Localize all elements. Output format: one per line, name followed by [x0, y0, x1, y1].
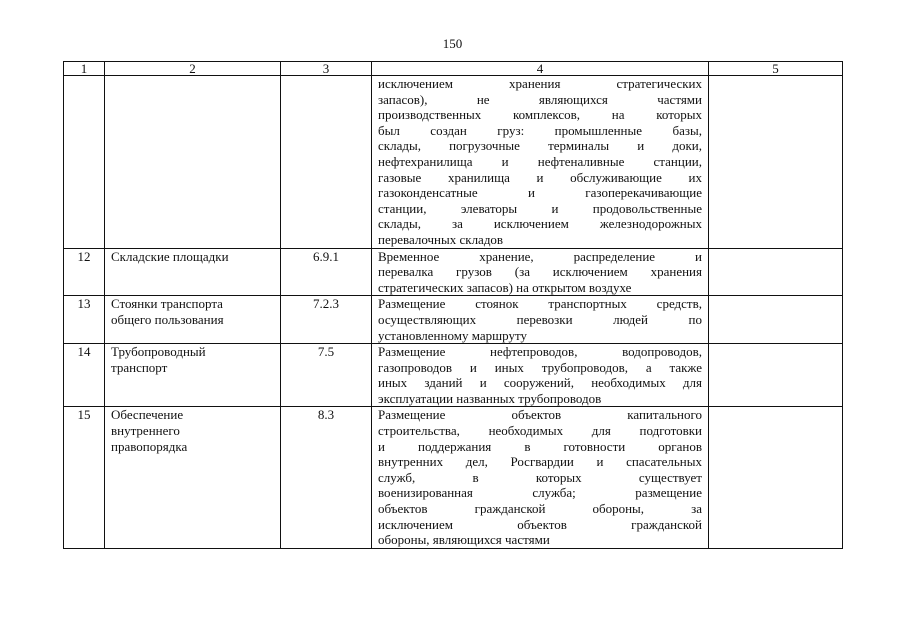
description-line: Временное хранение, распределение и — [378, 248, 702, 264]
description-cell — [372, 248, 709, 296]
note-cell — [709, 344, 843, 407]
description-line: нефтехранилища и нефтеналивные станции, — [378, 153, 702, 169]
description-cell — [372, 296, 709, 344]
description-cell — [372, 76, 709, 249]
note-cell — [709, 76, 843, 249]
description-line: запасов), не являющихся частями — [378, 91, 702, 107]
description-line: станции, элеваторы и продовольственные — [378, 200, 702, 216]
description-line: обороны, являющихся частями — [378, 532, 550, 548]
description-line: газоконденсатные и газоперекачивающие — [378, 185, 702, 201]
description-cell — [372, 344, 709, 407]
land-use-table — [63, 61, 843, 549]
row-number-cell: 13 — [64, 296, 105, 344]
description-line: стратегических запасов) на открытом воздухе — [378, 279, 632, 295]
land-use-name-cell — [105, 76, 281, 249]
land-use-name-cell — [105, 296, 281, 344]
table-row — [64, 407, 843, 548]
description-cell — [372, 407, 709, 548]
description-line: Размещение нефтепроводов, водопроводов, — [378, 344, 702, 360]
description-line: военизированная служба; размещение — [378, 485, 702, 501]
land-use-name-line: общего пользования — [111, 311, 224, 327]
land-use-name-line: Стоянки транспорта — [111, 296, 223, 312]
description-line: перевалочных складов — [378, 231, 504, 247]
description-line: установленному маршруту — [378, 327, 527, 343]
land-use-name-cell — [105, 248, 281, 296]
page-number: 150 — [442, 36, 463, 51]
land-use-name-line: транспорт — [111, 359, 168, 375]
description-line: склады, погрузочные терминалы и доки, — [378, 138, 702, 154]
description-line: Размещение стоянок транспортных средств, — [378, 296, 702, 312]
description-line: иных зданий и сооружений, необходимых для — [378, 375, 702, 391]
row-number-cell: 12 — [64, 248, 105, 296]
description-line: исключением объектов гражданской — [378, 516, 702, 532]
land-use-name-line: Обеспечение — [111, 407, 184, 423]
note-cell — [709, 296, 843, 344]
description-line: эксплуатации названных трубопроводов — [378, 390, 602, 406]
land-use-name-line: внутреннего — [111, 423, 180, 439]
note-cell — [709, 407, 843, 548]
land-use-name-line: правопорядка — [111, 438, 188, 454]
land-use-code-cell: 8.3 — [281, 407, 372, 548]
table-row — [64, 296, 843, 344]
description-line: газовые хранилища и обслуживающие их — [378, 169, 702, 185]
description-line: внутренних дел, Росгвардии и спасательных — [378, 454, 702, 470]
note-cell — [709, 248, 843, 296]
description-line: Размещение объектов капитального — [378, 407, 702, 423]
table-row — [64, 344, 843, 407]
description-line: газопроводов и иных трубопроводов, а также — [378, 359, 702, 375]
description-line: объектов гражданской обороны, за — [378, 501, 702, 517]
land-use-code-cell: 7.2.3 — [281, 296, 372, 344]
description-line: производственных комплексов, на которых — [378, 107, 702, 123]
table-row — [64, 248, 843, 296]
column-header: 5 — [709, 62, 843, 76]
column-header: 4 — [372, 62, 709, 76]
table-row — [64, 76, 843, 249]
description-line: исключением хранения стратегических — [378, 76, 702, 91]
row-number-cell — [64, 76, 105, 249]
description-line: строительства, необходимых для подготовки — [378, 423, 702, 439]
row-number-cell: 14 — [64, 344, 105, 407]
land-use-code-cell: 7.5 — [281, 344, 372, 407]
land-use-code-cell: 6.9.1 — [281, 248, 372, 296]
description-line: и поддержания в готовности органов — [378, 438, 702, 454]
description-line: служб, в которых существует — [378, 469, 702, 485]
table-header-row — [64, 62, 843, 76]
description-line: осуществляющих перевозки людей по — [378, 311, 702, 327]
table-body — [64, 76, 843, 549]
land-use-name-cell — [105, 344, 281, 407]
row-number-cell: 15 — [64, 407, 105, 548]
land-use-name-cell — [105, 407, 281, 548]
description-line: склады, за исключением железнодорожных — [378, 216, 702, 232]
land-use-name-line: Складские площадки — [111, 248, 229, 264]
column-header: 3 — [281, 62, 372, 76]
land-use-name-line: Трубопроводный — [111, 344, 206, 360]
column-header: 1 — [64, 62, 105, 76]
column-header: 2 — [105, 62, 281, 76]
land-use-code-cell — [281, 76, 372, 249]
description-line: перевалка грузов (за исключением хранения — [378, 264, 702, 280]
description-line: был создан груз: промышленные базы, — [378, 122, 702, 138]
